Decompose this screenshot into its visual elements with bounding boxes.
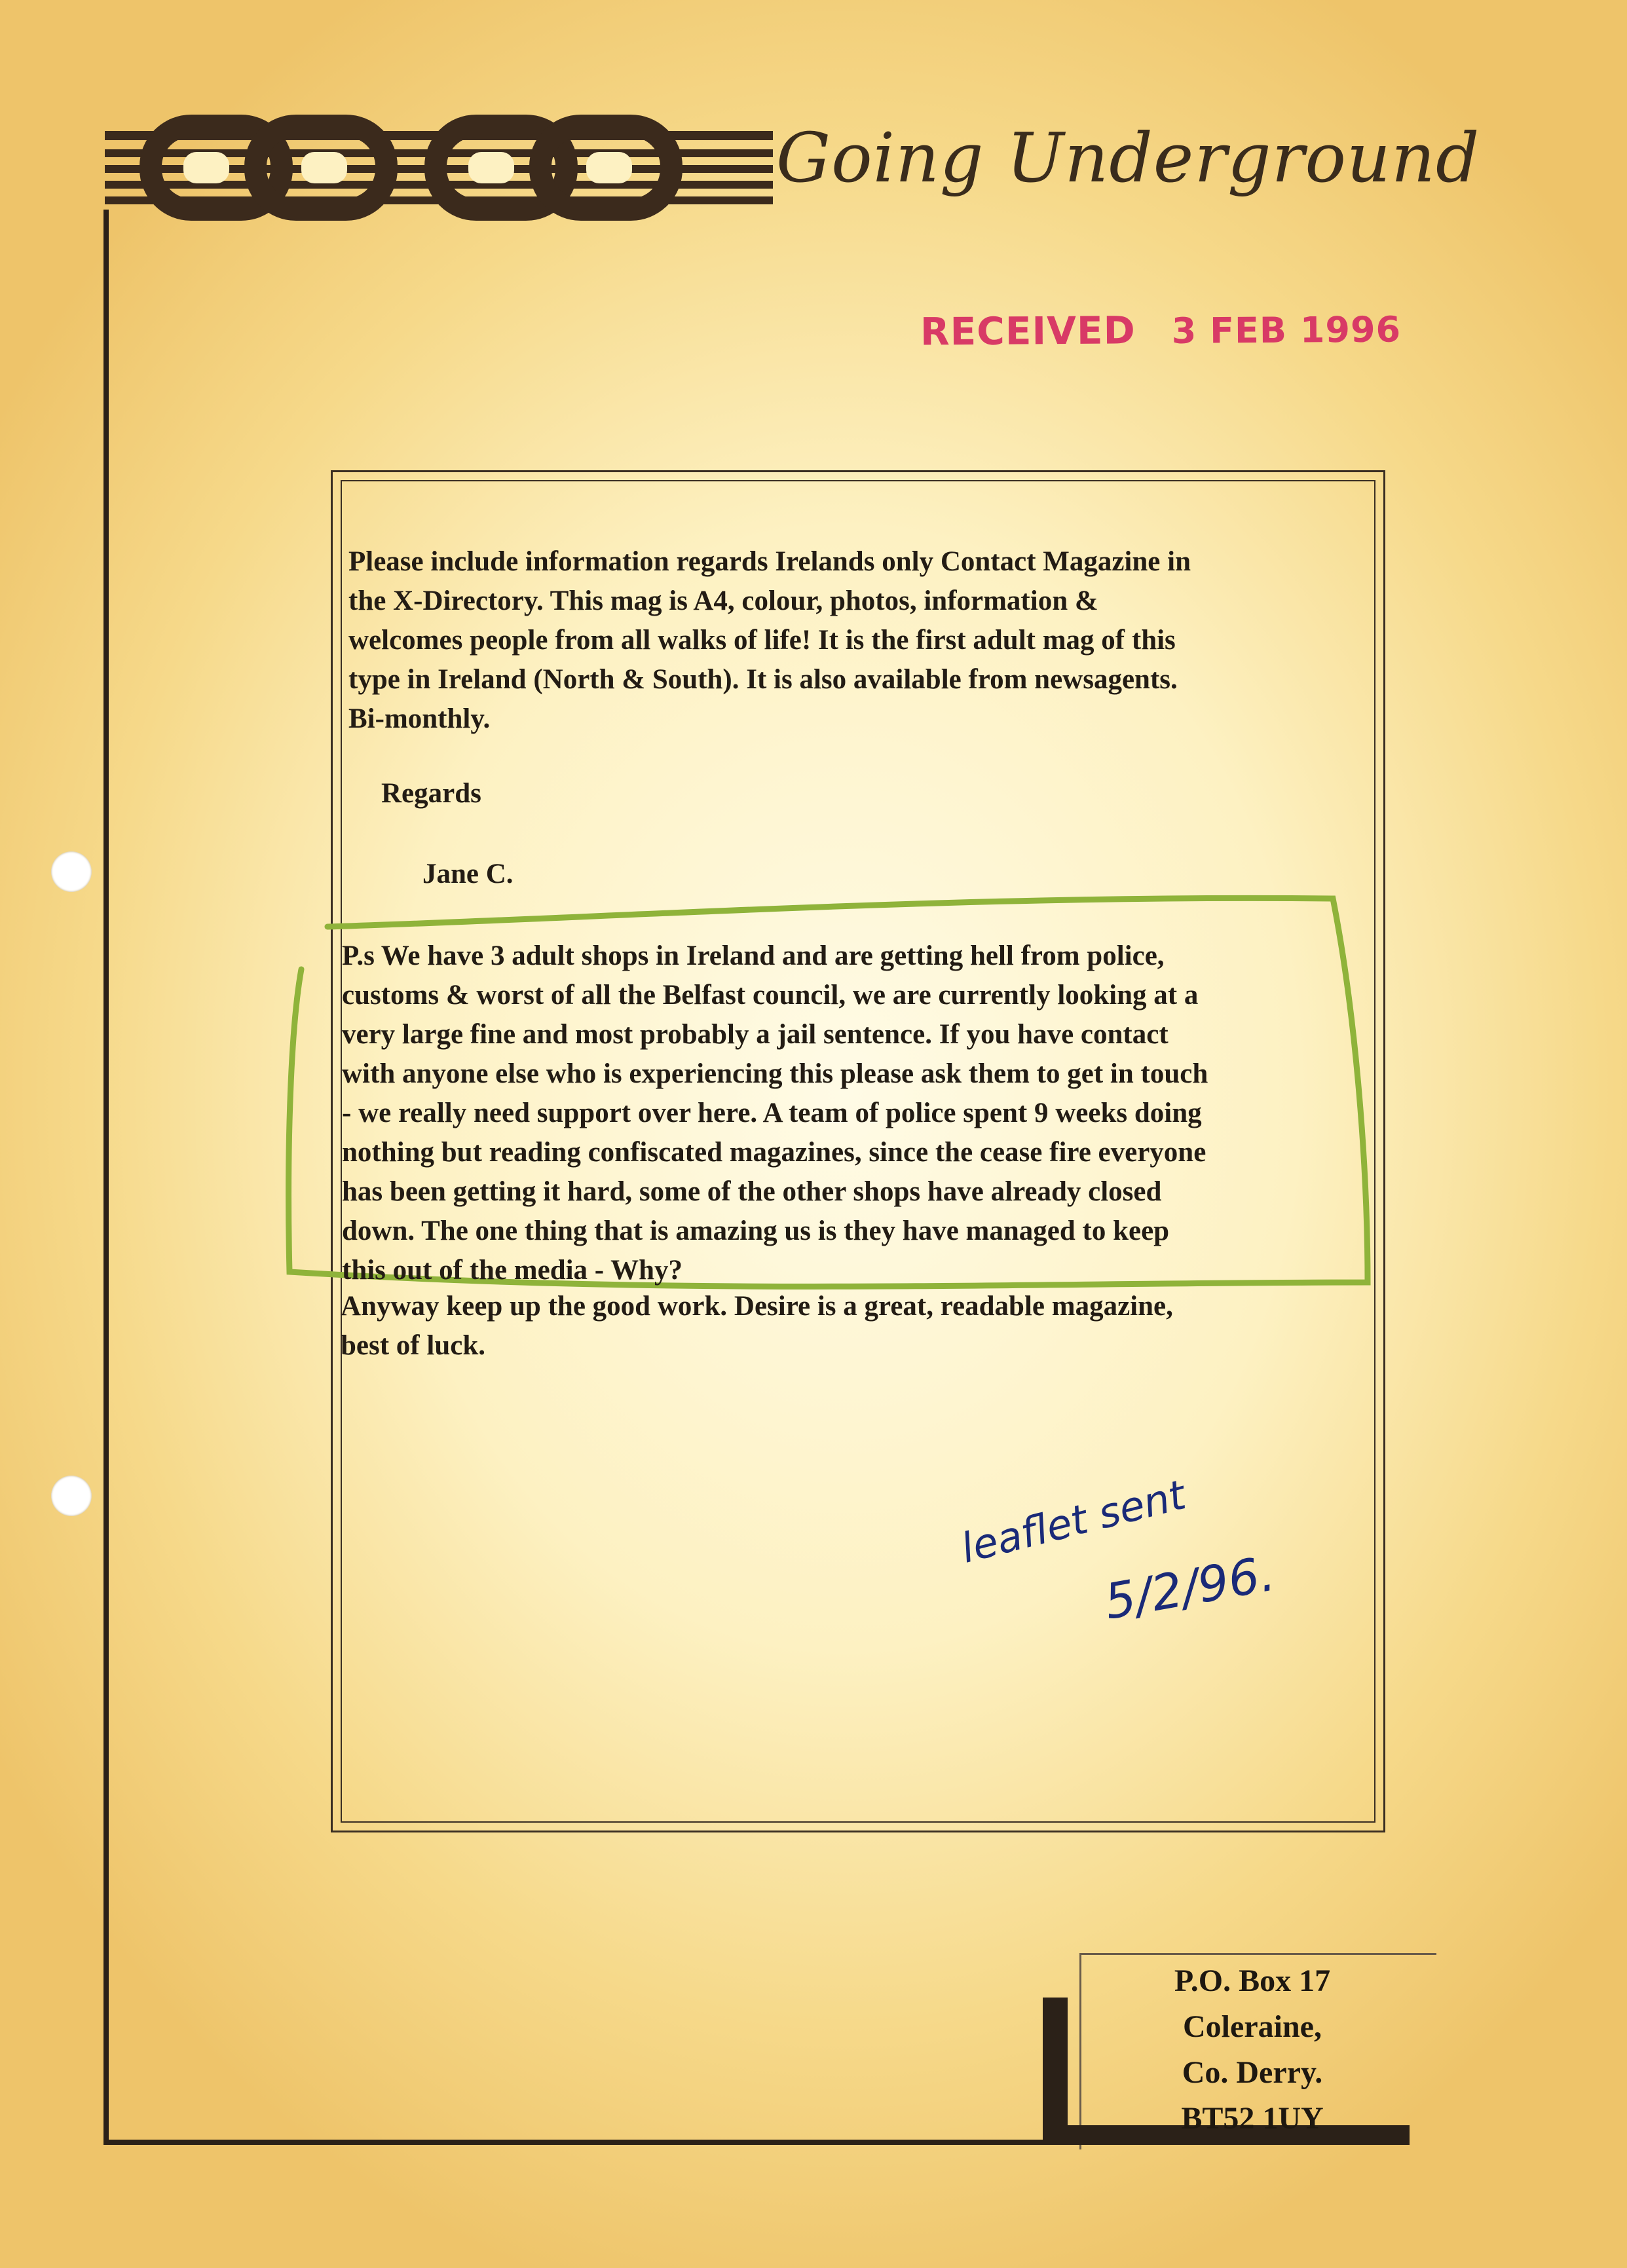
text-line: the X-Directory. This mag is A4, colour, photos, information &: [348, 586, 1098, 616]
address-block: [1089, 1958, 1416, 2142]
text-line: type in Ireland (North & South). It is also available from newsagents.: [348, 664, 1178, 695]
address-frame-top-rule: [1079, 1953, 1436, 1955]
text-line: nothing but reading confiscated magazines, since the cease fire everyone: [342, 1137, 1206, 1168]
address-line: BT52 1UY: [1181, 2101, 1324, 2136]
stamp-label: RECEIVED: [920, 308, 1136, 354]
stamp-date: 3 FEB 1996: [1171, 308, 1402, 352]
text-line: Bi-monthly.: [348, 703, 491, 734]
text-line: P.s We have 3 adult shops in Ireland and are getting hell from police,: [342, 940, 1165, 971]
text-line: Anyway keep up the good work. Desire is a great, readable magazine,: [341, 1291, 1173, 1322]
handwritten-note-line-1: leaflet sent: [956, 1470, 1190, 1572]
address-line: P.O. Box 17: [1174, 1963, 1331, 1998]
page-frame-left-rule: [103, 210, 109, 2145]
text-line: - we really need support over here. A team of police spent 9 weeks doing: [342, 1098, 1202, 1128]
received-stamp: [920, 306, 1402, 354]
postscript-paragraph: [342, 937, 1208, 1290]
address-line: Coleraine,: [1183, 2009, 1322, 2044]
intro-paragraph: [348, 542, 1191, 739]
text-line: down. The one thing that is amazing us is they have managed to keep: [342, 1216, 1170, 1246]
text-line: customs & worst of all the Belfast council, we are currently looking at a: [342, 980, 1199, 1011]
brand-title: Going Underground: [776, 118, 1480, 198]
punch-hole: [51, 851, 92, 892]
text-line: has been getting it hard, some of the other shops have already closed: [342, 1176, 1162, 1207]
regards-line: Regards: [381, 778, 481, 809]
chain-links-logo: [105, 111, 773, 223]
handwritten-note-line-2: 5/2/96.: [1100, 1545, 1279, 1631]
address-bracket: [1043, 1998, 1068, 2145]
text-line: this out of the media - Why?: [342, 1255, 683, 1286]
address-frame-left-rule: [1079, 1953, 1081, 2149]
punch-hole: [51, 1476, 92, 1516]
text-line: welcomes people from all walks of life! It is the first adult mag of this: [348, 625, 1176, 656]
text-line: best of luck.: [341, 1330, 485, 1361]
text-line: with anyone else who is experiencing this please ask them to get in touch: [342, 1058, 1208, 1089]
closing-paragraph: [341, 1287, 1173, 1366]
text-line: very large fine and most probably a jail sentence. If you have contact: [342, 1019, 1169, 1050]
text-line: Please include information regards Irelands only Contact Magazine in: [348, 546, 1191, 577]
signature-name: Jane C.: [422, 859, 514, 889]
address-line: Co. Derry.: [1182, 2055, 1323, 2090]
